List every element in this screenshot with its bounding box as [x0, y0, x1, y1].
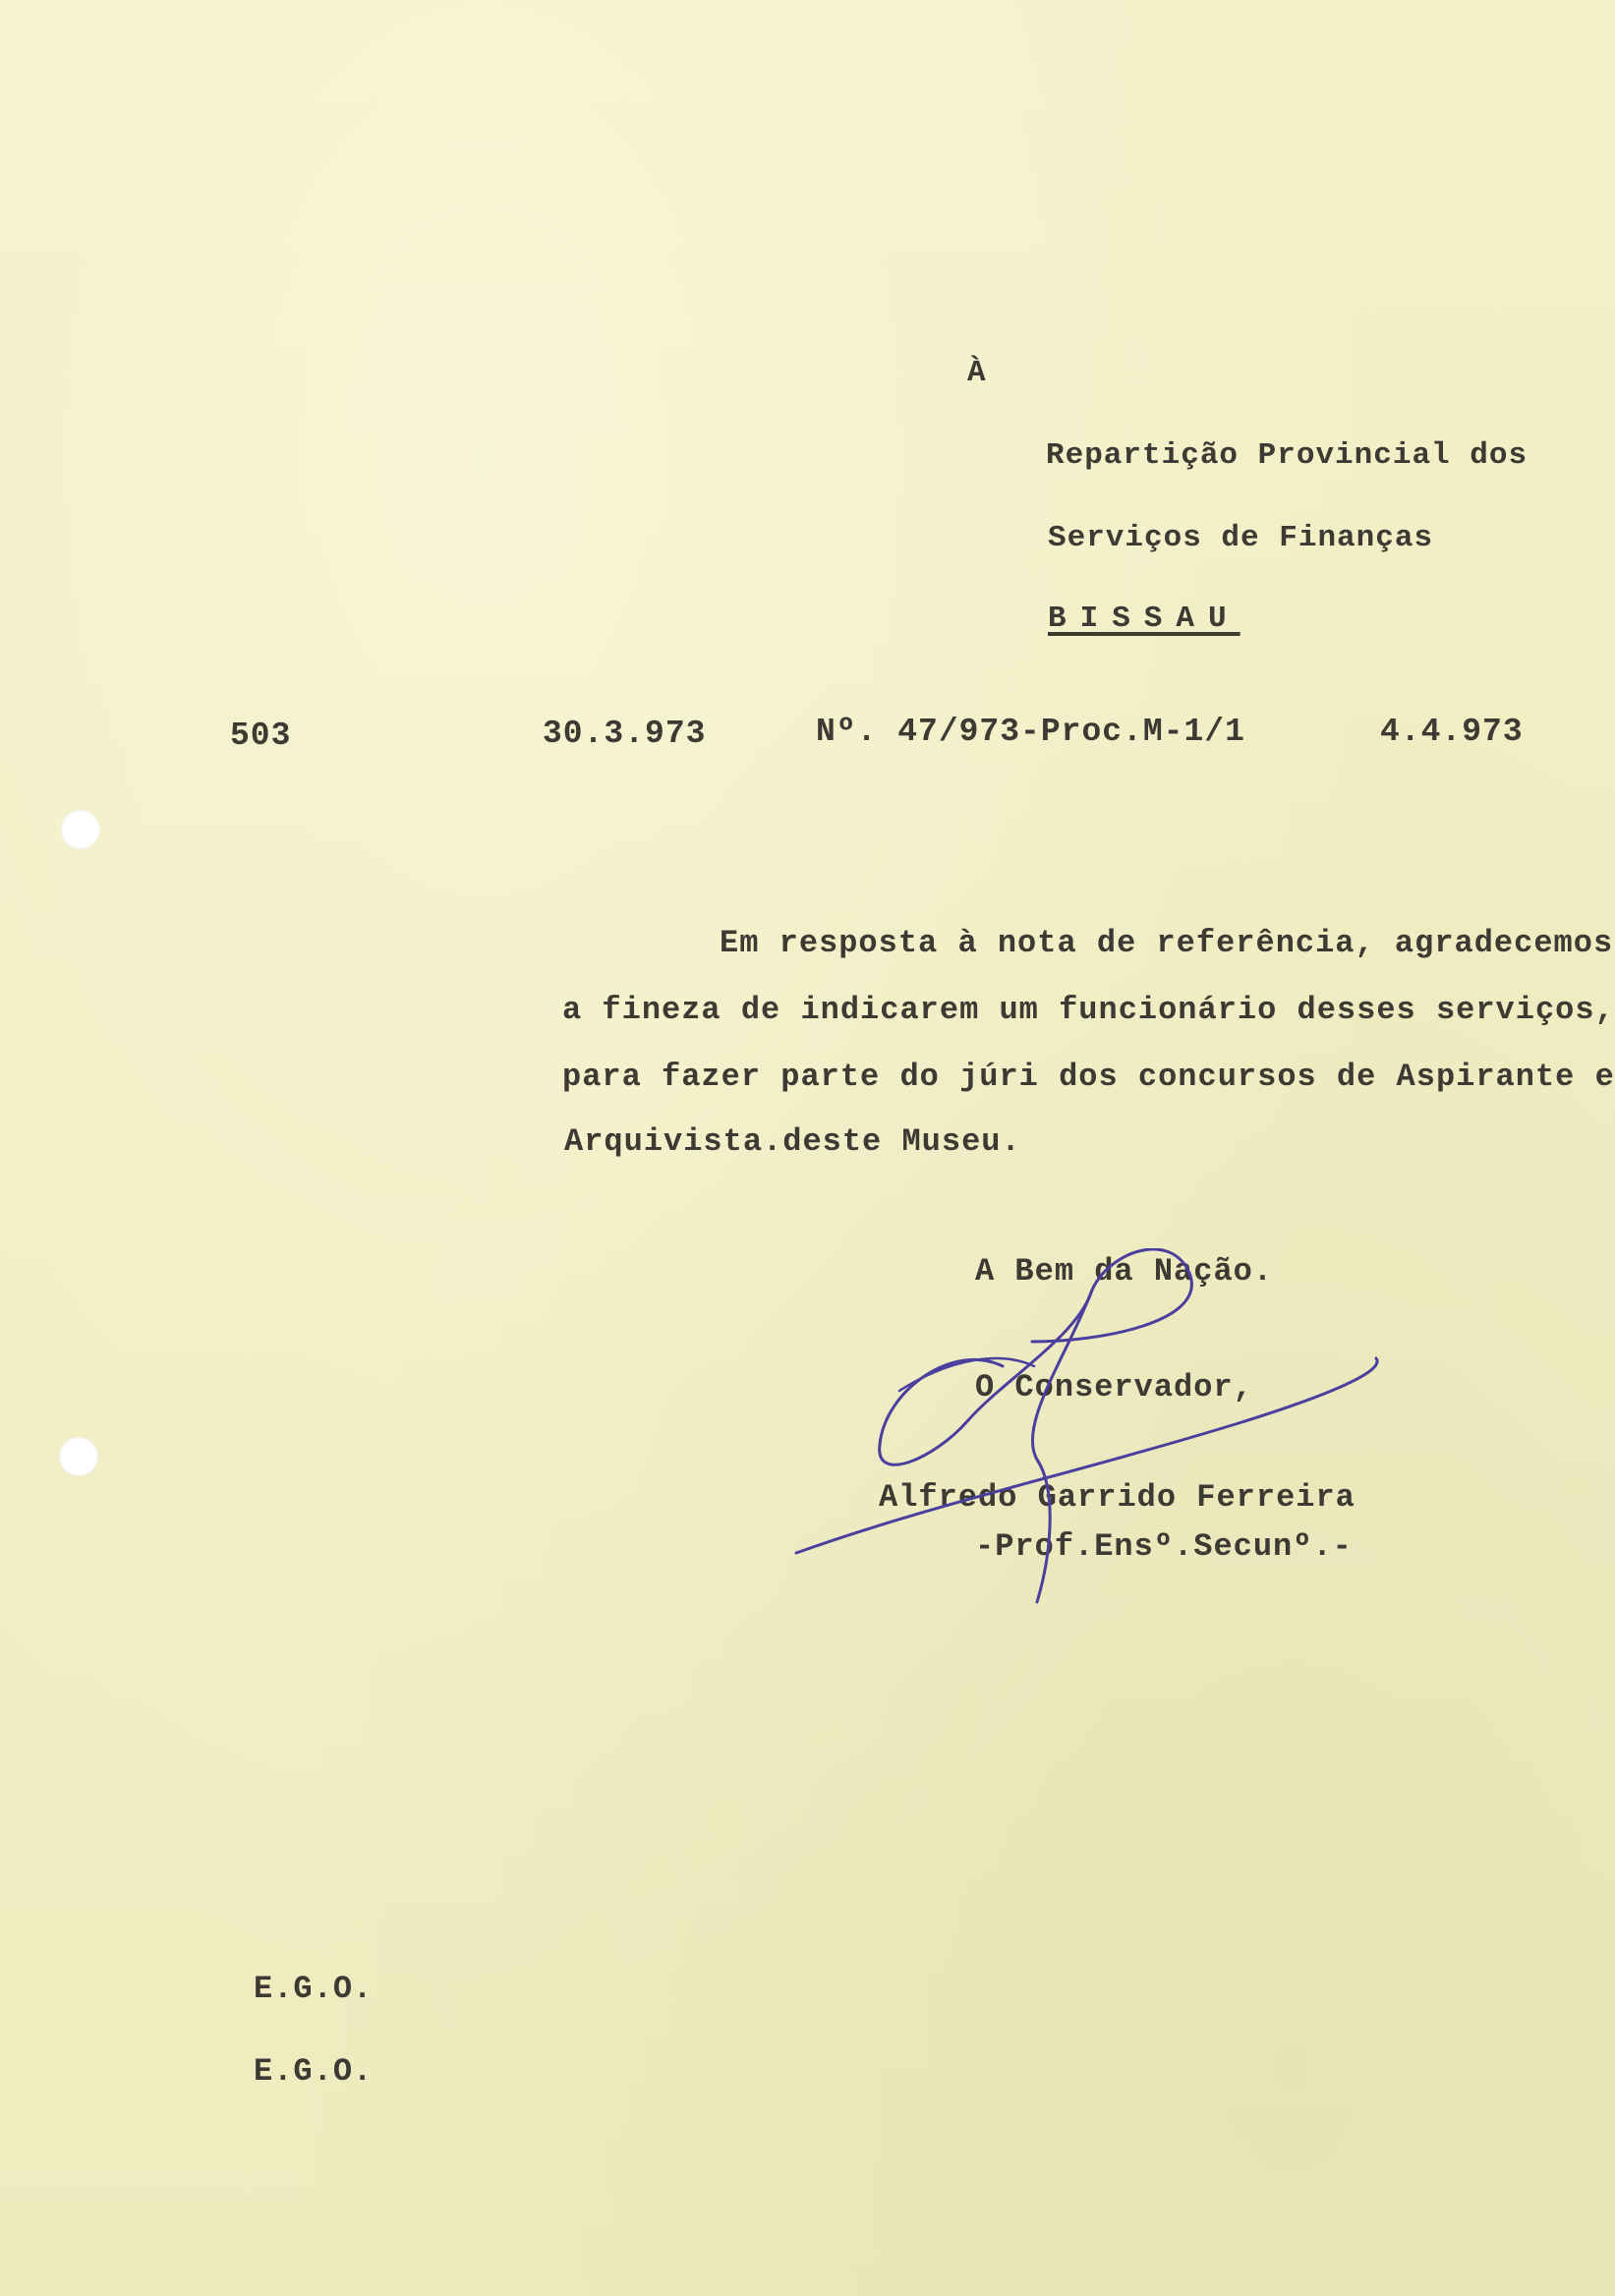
- body-line-3: para fazer parte do júri dos concursos de Aspirante e: [562, 1059, 1615, 1095]
- footer-mark-1: E.G.O.: [254, 1971, 374, 2007]
- signatory-title: O Conservador,: [975, 1369, 1253, 1406]
- signatory-qualification: -Prof.Ensº.Secunº.-: [975, 1528, 1353, 1565]
- closing-phrase: A Bem da Nação.: [975, 1253, 1274, 1290]
- addressee-city: BISSAU: [1048, 602, 1240, 636]
- reference-their-date: 30.3.973: [543, 716, 707, 752]
- body-line-1: Em resposta à nota de referência, agradecemos: [720, 925, 1614, 961]
- reference-their-number: Nº. 47/973-Proc.M-1/1: [816, 714, 1245, 750]
- handwritten-signature: [777, 1248, 1386, 1641]
- addressee-line-1: Repartição Provincial dos: [1046, 438, 1528, 473]
- reference-date: 4.4.973: [1380, 714, 1524, 750]
- addressee-line-2: Serviços de Finanças: [1048, 521, 1434, 555]
- punch-hole-bottom: [59, 1437, 98, 1476]
- punch-hole-top: [61, 810, 100, 849]
- signatory-name: Alfredo Garrido Ferreira: [879, 1479, 1355, 1516]
- salutation: À: [967, 356, 987, 390]
- body-line-2: a fineza de indicarem um funcionário desses serviços,: [562, 992, 1615, 1028]
- body-line-4: Arquivista.deste Museu.: [564, 1123, 1021, 1160]
- footer-mark-2: E.G.O.: [254, 2053, 374, 2090]
- reference-our-number: 503: [230, 718, 292, 754]
